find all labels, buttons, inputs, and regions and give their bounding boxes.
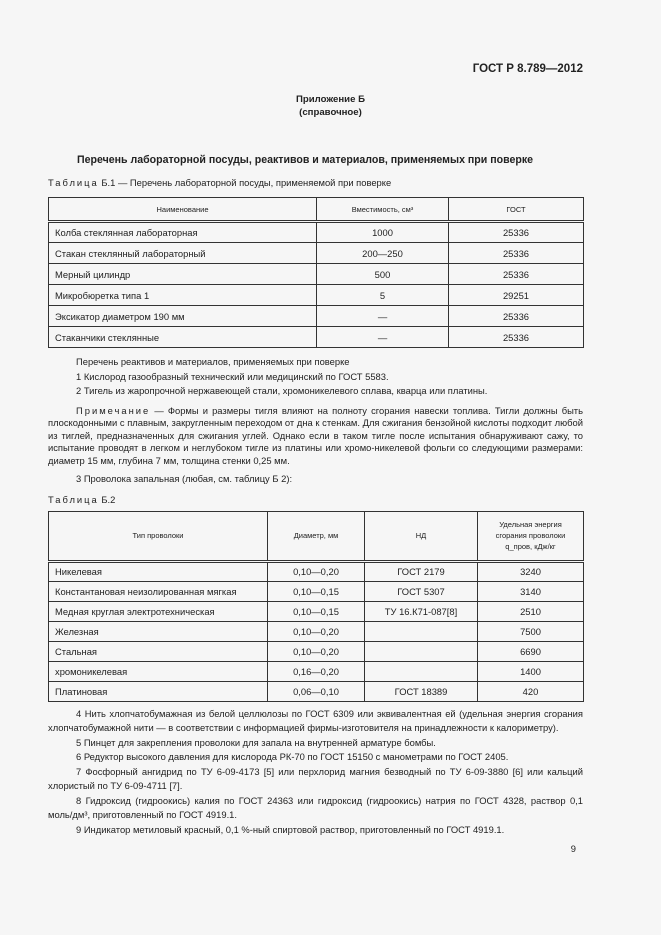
section-title: Перечень лабораторной посуды, реактивов и материалов, применяемых при поверке <box>77 154 534 166</box>
list-item: 1 Кислород газообразный технический или медицинский по ГОСТ 5583. <box>76 370 389 382</box>
body-flow <box>48 355 583 854</box>
table-row <box>49 641 584 661</box>
materials-list <box>48 707 583 838</box>
table-row <box>49 306 584 327</box>
table-cell: Никелевая <box>49 561 268 581</box>
table-cell: хромоникелевая <box>49 661 268 681</box>
table-row <box>49 264 584 285</box>
table-cell: ГОСТ 2179 <box>365 561 478 581</box>
reagents-heading: Перечень реактивов и материалов, применяемых при поверке <box>76 356 350 367</box>
col-header: Диаметр, мм <box>268 511 365 561</box>
table-cell <box>365 641 478 661</box>
table-cell: 0,10—0,20 <box>268 621 365 641</box>
list-item: 7 Фосфорный ангидрид по ТУ 6-09-4173 [5] или перхлорид магния безводный по ТУ 6-09-3880 [6] или кальций хлористый по ТУ 6-09-4711 [7]. <box>48 765 583 792</box>
appendix-heading <box>0 93 661 119</box>
table-cell: 2510 <box>478 601 584 621</box>
table-cell: ГОСТ 18389 <box>365 681 478 701</box>
table-row <box>49 661 584 681</box>
table-cell: — <box>317 306 449 327</box>
table-row <box>49 681 584 701</box>
note-text: — Формы и размеры тигля влияют на полноту сгорания навески топлива. Тигли должны быть плоскодонными с плавным, закругленным переходом от дна к стенкам. Для сжигания бензойной кислоты подходит любой из тиглей, предназначенных для сжигания углей. Однако если в таком тигле после испытания обнаруживают сажу, то испытание проводят в легком и неглубоком тигле из платины или хромо-никелевой фольги со следующими размерами: диаметр 15 мм, глубина 7 мм, толщина стенки 0,25 мм. <box>48 404 583 466</box>
table-row <box>49 581 584 601</box>
table-cell: Железная <box>49 621 268 641</box>
table-cell: 25336 <box>449 243 584 264</box>
list-item: 4 Нить хлопчатобумажная из белой целлюлозы по ГОСТ 6309 или эквивалентная ей (удельная энергия сгорания хлопчатобумажной нити — в соответствии с информацией фирмы-изготовителя на принадлежности к калориметру). <box>48 707 583 734</box>
table-cell <box>365 621 478 641</box>
table-cell: 3240 <box>478 561 584 581</box>
table-cell: 0,06—0,10 <box>268 681 365 701</box>
page-number: 9 <box>570 843 576 855</box>
table-cell: 5 <box>317 285 449 306</box>
table-cell: ГОСТ 5307 <box>365 581 478 601</box>
table-cell: 0,10—0,15 <box>268 581 365 601</box>
list-item: 5 Пинцет для закрепления проволоки для запала на внутренней арматуре бомбы. <box>76 736 436 748</box>
table-cell: 500 <box>317 264 449 285</box>
table-cell: Колба стеклянная лабораторная <box>49 222 317 243</box>
table-wire <box>48 511 584 702</box>
table-cell: 25336 <box>449 327 584 348</box>
table-labware <box>48 197 584 348</box>
table-row <box>49 561 584 581</box>
table-cell: 1000 <box>317 222 449 243</box>
table-row <box>49 243 584 264</box>
col-header: Тип проволоки <box>49 511 268 561</box>
table-cell: 0,10—0,15 <box>268 601 365 621</box>
table-row <box>49 285 584 306</box>
table-row <box>49 621 584 641</box>
table-header-row <box>49 511 584 561</box>
table-row <box>49 327 584 348</box>
col-header: ГОСТ <box>449 198 584 222</box>
table-cell: Стальная <box>49 641 268 661</box>
table-cell: 25336 <box>449 264 584 285</box>
table-header-row <box>49 198 584 222</box>
table-cell: 3140 <box>478 581 584 601</box>
appendix-title: Приложение Б <box>296 94 365 105</box>
list-item: 6 Редуктор высокого давления для кислорода РК-70 по ГОСТ 15150 с манометрами по ГОСТ 2405. <box>76 751 509 763</box>
table-row <box>49 222 584 243</box>
table-cell: 0,16—0,20 <box>268 661 365 681</box>
note <box>48 405 583 468</box>
col-header: НД <box>365 511 478 561</box>
table-cell: Константановая неизолированная мягкая <box>49 581 268 601</box>
table1-caption <box>48 177 391 188</box>
list-item: 9 Индикатор метиловый красный, 0,1 %-ный спиртовой раствор, приготовленный по ГОСТ 4919.1. <box>76 823 505 835</box>
table-cell: Эксикатор диаметром 190 мм <box>49 306 317 327</box>
list-item: 8 Гидроксид (гидроокись) калия по ГОСТ 24363 или гидроксид (гидроокись) натрия по ГОСТ 4328, раствор 0,1 моль/дм³, приготовленный по ГОСТ 4919.1. <box>48 794 583 821</box>
table-cell: 7500 <box>478 621 584 641</box>
table-cell: Стаканчики стеклянные <box>49 327 317 348</box>
table-row <box>49 601 584 621</box>
table-cell: 25336 <box>449 306 584 327</box>
caption-text: Б.2 <box>101 493 116 505</box>
caption-prefix: Таблица <box>48 177 99 188</box>
table-cell: ТУ 16.К71-087[8] <box>365 601 478 621</box>
table-cell: 29251 <box>449 285 584 306</box>
table-cell: 0,10—0,20 <box>268 641 365 661</box>
table-cell: Микробюретка типа 1 <box>49 285 317 306</box>
appendix-subtitle: (справочное) <box>299 107 362 118</box>
table-cell: 1400 <box>478 661 584 681</box>
table-cell: 420 <box>478 681 584 701</box>
standard-number: ГОСТ Р 8.789—2012 <box>472 63 583 75</box>
caption-prefix: Таблица <box>48 493 99 505</box>
table-cell <box>365 661 478 681</box>
table-cell: — <box>317 327 449 348</box>
list-item: 2 Тигель из жаропрочной нержавеющей стали, хромоникелевого сплава, кварца или платины. <box>76 385 488 396</box>
caption-text: Б.1 — Перечень лабораторной посуды, применяемой при поверке <box>101 177 392 188</box>
table2-caption <box>48 493 583 506</box>
col-header: Вместимость, см³ <box>317 198 449 222</box>
col-header: Удельная энергия сгорания проволоки q_пров, кДж/кг <box>478 511 584 561</box>
list-item: 3 Проволока запальная (любая, см. таблицу Б 2): <box>76 473 293 485</box>
table-cell: Медная круглая электротехническая <box>49 601 268 621</box>
table-cell: 25336 <box>449 222 584 243</box>
note-label: Примечание <box>76 404 151 416</box>
table-cell: Мерный цилиндр <box>49 264 317 285</box>
table-cell: 6690 <box>478 641 584 661</box>
table-cell: 0,10—0,20 <box>268 561 365 581</box>
table-cell: 200—250 <box>317 243 449 264</box>
col-header: Наименование <box>49 198 317 222</box>
table-cell: Платиновая <box>49 681 268 701</box>
table-cell: Стакан стеклянный лабораторный <box>49 243 317 264</box>
